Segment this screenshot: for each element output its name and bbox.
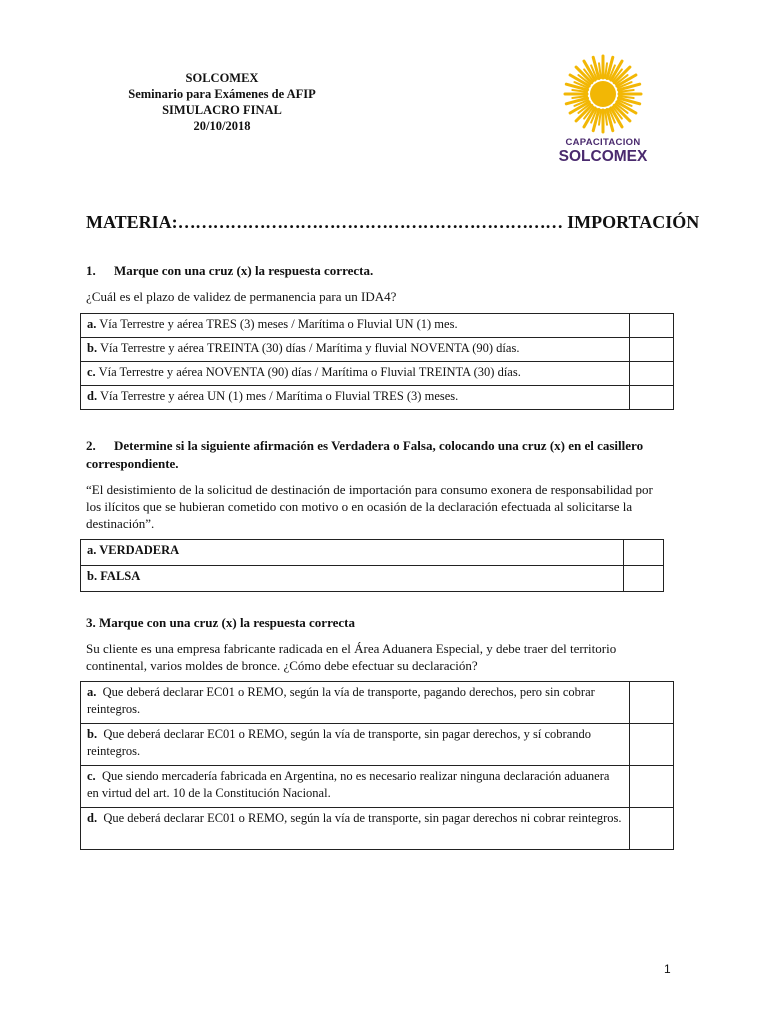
option-cell	[81, 386, 630, 410]
answer-checkbox[interactable]	[630, 338, 674, 362]
answer-checkbox[interactable]	[630, 362, 674, 386]
option-text: Que deberá declarar EC01 o REMO, según la vía de transporte, sin pagar derechos, y sí cobrando reintegros.	[87, 727, 592, 758]
option-row	[81, 314, 674, 338]
option-cell	[81, 314, 630, 338]
question-number: 2.	[86, 438, 96, 453]
question-number: 1.	[86, 263, 96, 278]
option-row	[81, 362, 674, 386]
option-text: Vía Terrestre y aérea NOVENTA (90) días / Marítima o Fluvial TREINTA (30) días.	[98, 365, 521, 379]
option-cell	[81, 540, 624, 566]
question-text: Marque con una cruz (x) la respuesta correcta	[99, 615, 355, 630]
exam-title: SIMULACRO FINAL	[162, 103, 282, 117]
option-row	[81, 766, 674, 808]
org-name: SOLCOMEX	[185, 71, 259, 85]
question-3-options	[80, 681, 674, 850]
option-row	[81, 682, 674, 724]
question-1-title	[86, 262, 666, 280]
answer-checkbox[interactable]	[630, 724, 674, 766]
answer-checkbox[interactable]	[624, 566, 664, 592]
subject-label: MATERIA:	[86, 212, 178, 232]
option-text: Que deberá declarar EC01 o REMO, según la vía de transporte, pagando derechos, pero sin cobrar reintegros.	[87, 685, 595, 716]
page-number: 1	[664, 962, 671, 976]
option-label: b.	[87, 569, 98, 583]
question-2-prompt: “El desistimiento de la solicitud de destinación de importación para consumo exonera de responsabilidad por los ilícitos que se hubieran cometido con motivo o en ocasión de la declaración efectuada al solicitarse la destinación”.	[86, 482, 653, 531]
question-text: Marque con una cruz (x) la respuesta correcta.	[114, 263, 374, 278]
option-text: FALSA	[100, 569, 141, 583]
option-cell	[81, 362, 630, 386]
option-text: Que siendo mercadería fabricada en Argentina, no es necesario realizar ninguna declaración aduanera en virtud del art. 10 de la Constitución Nacional.	[87, 769, 610, 800]
subject-value: IMPORTACIÓN	[567, 212, 700, 232]
subject-line	[86, 212, 700, 233]
option-label: d.	[87, 811, 98, 825]
option-row	[81, 338, 674, 362]
answer-checkbox[interactable]	[630, 808, 674, 850]
option-label: a.	[87, 543, 97, 557]
seminar-title: Seminario para Exámenes de AFIP	[128, 87, 316, 101]
option-label: b.	[87, 341, 98, 355]
question-3-title	[86, 614, 666, 632]
logo-caption: CAPACITACION	[565, 137, 641, 148]
question-text: Determine si la siguiente afirmación es Verdadera o Falsa, colocando una cruz (x) en el casillero correspondiente.	[86, 438, 644, 471]
option-label: c.	[87, 769, 96, 783]
option-row	[81, 386, 674, 410]
question-2-options	[80, 539, 664, 592]
option-text: VERDADERA	[99, 543, 180, 557]
option-cell	[81, 682, 630, 724]
option-label: c.	[87, 365, 96, 379]
option-text: Vía Terrestre y aérea UN (1) mes / Marítima o Fluvial TRES (3) meses.	[99, 389, 459, 403]
option-row	[81, 540, 664, 566]
answer-checkbox[interactable]	[630, 386, 674, 410]
option-row	[81, 808, 674, 850]
question-2-title	[86, 437, 666, 473]
option-label: d.	[87, 389, 98, 403]
question-1-prompt: ¿Cuál es el plazo de validez de permanencia para un IDA4?	[86, 289, 397, 304]
exam-date: 20/10/2018	[193, 119, 251, 133]
answer-checkbox[interactable]	[630, 314, 674, 338]
option-row	[81, 566, 664, 592]
option-cell	[81, 338, 630, 362]
option-label: b.	[87, 727, 98, 741]
option-cell	[81, 566, 624, 592]
solcomex-logo	[548, 54, 658, 166]
sun-logo-icon	[548, 54, 658, 138]
option-text: Vía Terrestre y aérea TREINTA (30) días / Marítima y fluvial NOVENTA (90) días.	[99, 341, 520, 355]
option-label: a.	[87, 685, 97, 699]
answer-checkbox[interactable]	[624, 540, 664, 566]
option-label: a.	[87, 317, 97, 331]
question-3-prompt: Su cliente es una empresa fabricante radicada en el Área Aduanera Especial, y debe traer del territorio continental, varios moldes de bronce. ¿Cómo debe efectuar su declaración?	[86, 641, 617, 673]
answer-checkbox[interactable]	[630, 682, 674, 724]
option-cell	[81, 808, 630, 850]
option-text: Vía Terrestre y aérea TRES (3) meses / Marítima o Fluvial UN (1) mes.	[99, 317, 458, 331]
question-number: 3.	[86, 615, 96, 630]
answer-checkbox[interactable]	[630, 766, 674, 808]
subject-dots: …………………………………………………………	[177, 212, 563, 232]
option-row	[81, 724, 674, 766]
document-header	[96, 70, 348, 134]
option-text: Que deberá declarar EC01 o REMO, según la vía de transporte, sin pagar derechos ni cobrar reintegros.	[103, 811, 622, 825]
logo-name: SOLCOMEX	[558, 148, 648, 165]
question-1-options	[80, 313, 674, 410]
option-cell	[81, 724, 630, 766]
option-cell	[81, 766, 630, 808]
